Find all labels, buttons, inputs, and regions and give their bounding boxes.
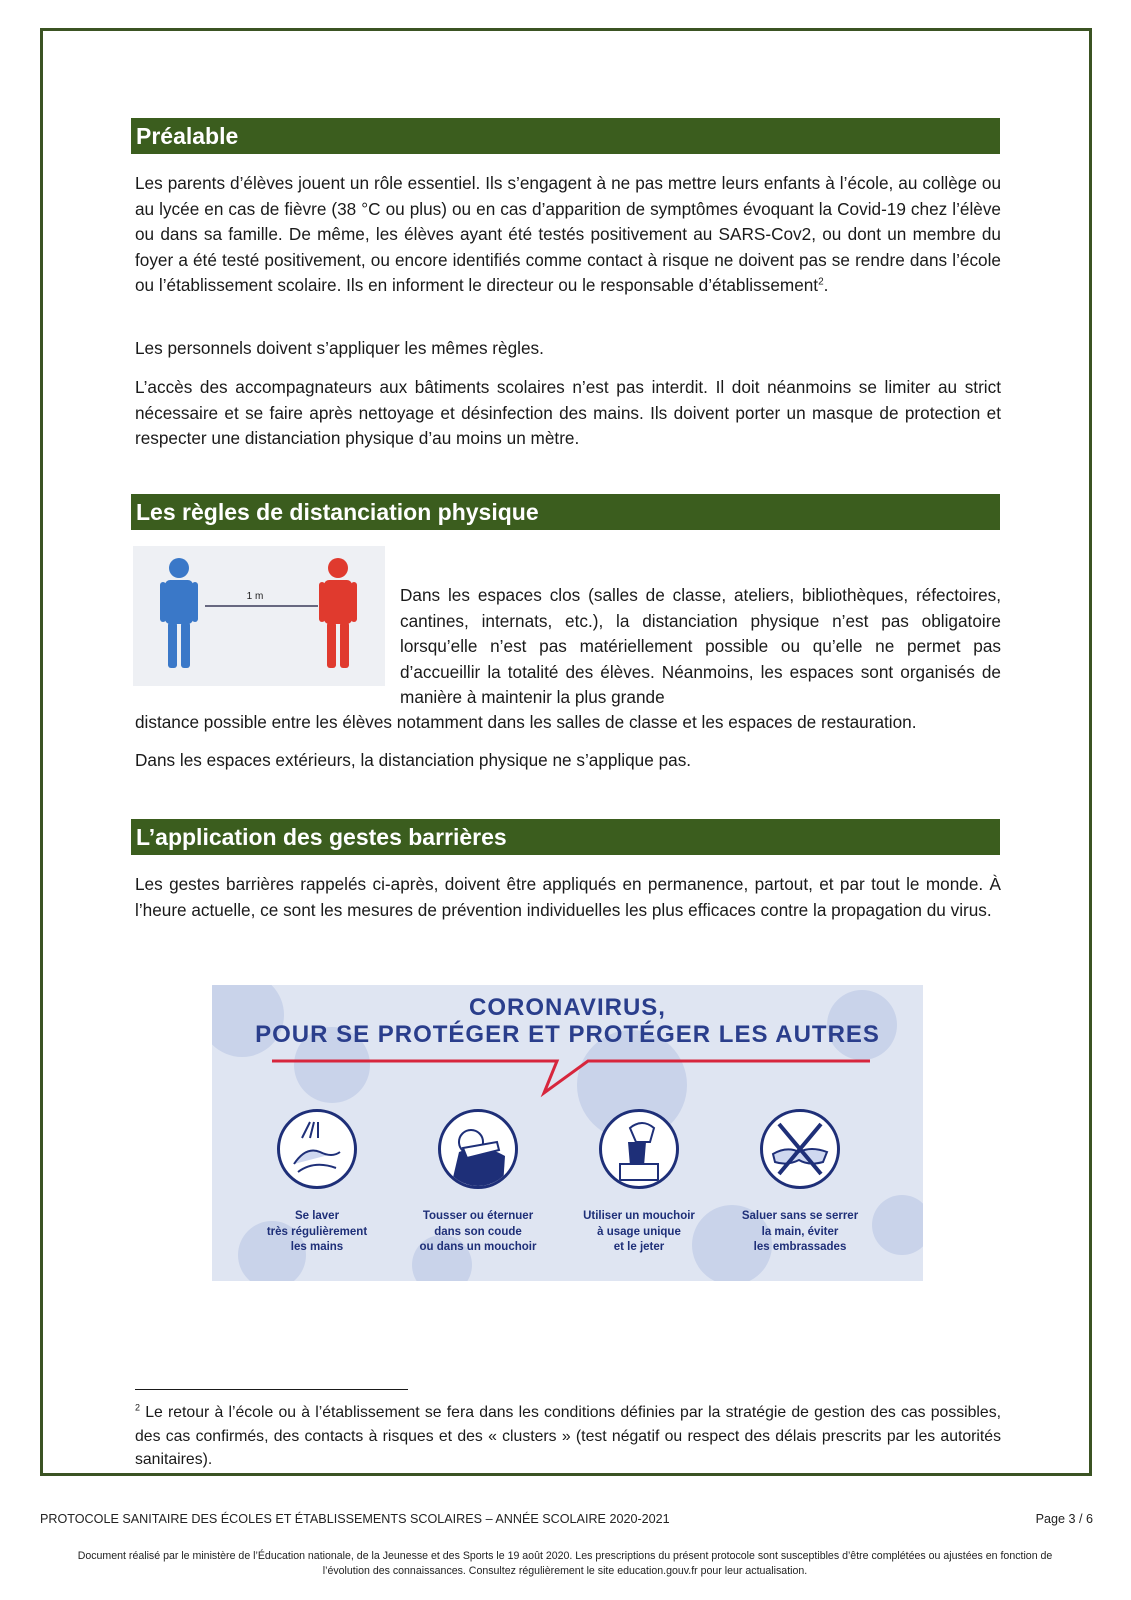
poster-item-tissue [564, 1109, 714, 1256]
paragraph-personnels: Les personnels doivent s’appliquer les mêmes règles. [135, 338, 544, 358]
label-line: la main, éviter [761, 1225, 839, 1238]
section-title: Les règles de distanciation physique [136, 499, 539, 525]
section-header-prealable [131, 118, 1000, 154]
paragraph-accompagnateurs: L’accès des accompagnateurs aux bâtiments scolaires n’est pas interdit. Il doit néanmoins se limiter au strict nécessaire et se faire après nettoyage et désinfection des mains. Ils doivent porter un masque de protection et respecter une distanciation physique d’au moins un mètre. [135, 377, 1001, 449]
label-line: les embrassades [753, 1241, 847, 1253]
label-line: Se laver [294, 1210, 340, 1222]
label-line: très régulièrement [266, 1225, 368, 1238]
label-line: Tousser ou éternuer [422, 1210, 534, 1222]
label-line: à usage unique [597, 1225, 681, 1238]
poster-item-hand-washing [242, 1109, 392, 1256]
paragraph-espaces-clos: Dans les espaces clos (salles de classe, ateliers, bibliothèques, réfectoires, cantines, internats, etc.), la distanciation physique n’est pas obligatoire lorsqu’elle n’est pas matériellement possible ou qu’elle ne permet pas d’accueillir la totalité des élèves. Néanmoins, les espaces sont organisés de manière à maintenir la plus grande [400, 585, 1001, 708]
footnote-ref[interactable]: 2 [818, 276, 824, 288]
no-handshake-icon [760, 1109, 840, 1189]
coronavirus-poster [212, 985, 923, 1281]
section-title: Préalable [136, 123, 239, 149]
hand-washing-icon [277, 1109, 357, 1189]
distancing-figure-svg [133, 546, 385, 686]
footnote-text: Le retour à l’école ou à l’établissement se fera dans les conditions définies par la stratégie de gestion des cas possibles, des cas confirmés, des contacts à risques et des « clusters » (test négatif ou respect des délais prescrits par les autorités sanitaires). [135, 1404, 1001, 1468]
poster-item-label [725, 1209, 875, 1256]
label-line: dans son coude [434, 1225, 522, 1238]
section-title: L’application des gestes barrières [136, 824, 507, 850]
footnote [135, 1401, 1001, 1472]
poster-title-line1: CORONAVIRUS, [469, 994, 666, 1021]
paragraph-end: . [823, 275, 829, 296]
distancing-illustration [133, 546, 385, 686]
person-blue-icon [160, 558, 198, 668]
poster-item-label [564, 1209, 714, 1256]
footer-document-title: PROTOCOLE SANITAIRE DES ÉCOLES ET ÉTABLISSEMENTS SCOLAIRES – ANNÉE SCOLAIRE 2020-2021 [40, 1512, 670, 1526]
section-header-gestes [131, 819, 1000, 855]
label-line: les mains [290, 1241, 344, 1253]
paragraph-text: Les parents d’élèves jouent un rôle essentiel. Ils s’engagent à ne pas mettre leurs enfants à l’école, au collège ou au lycée en cas de fièvre (38 °C ou plus) ou en cas d’apparition de symptômes évoquant la Covid-19 chez l’élève ou dans sa famille. De même, les élèves ayant été testés positivement au SARS-Cov2, ou dont un membre du foyer a été testé positivement, ou encore identifiés comme contact à risque ne doivent pas se rendre dans l’école ou l’établissement scolaire. Ils en informent le directeur ou le responsable d’établissement [135, 173, 1001, 296]
footer-note-line: Document réalisé par le ministère de l’Éducation nationale, de la Jeunesse et des Sports le 19 août 2020. Les prescriptions du présent protocole sont susceptibles d’être complétées ou ajustées en fonction de [77, 1550, 1053, 1562]
label-line: et le jeter [613, 1241, 665, 1253]
poster-item-label [242, 1209, 392, 1256]
paragraph-gestes: Les gestes barrières rappelés ci-après, doivent être appliqués en permanence, partout, et par tout le monde. À l’heure actuelle, ce sont les mesures de prévention individuelles les plus efficaces contre la propagation du virus. [135, 874, 1001, 920]
sneeze-elbow-icon [438, 1109, 518, 1189]
label-line: Saluer sans se serrer [741, 1210, 859, 1222]
footnote-separator [135, 1389, 408, 1390]
paragraph-espaces-clos-tail: distance possible entre les élèves notamment dans les salles de classe et les espaces de restauration. [135, 712, 917, 732]
label-line: Utiliser un mouchoir [583, 1210, 695, 1222]
footnote-number: 2 [135, 1402, 141, 1413]
person-red-icon [319, 558, 357, 668]
footer-note [55, 1549, 1075, 1579]
footer-note-line: l’évolution des connaissances. Consultez régulièrement le site education.gouv.fr pour leur actualisation. [322, 1565, 808, 1577]
section-header-distanciation [131, 494, 1000, 530]
poster-title-line2: POUR SE PROTÉGER ET PROTÉGER LES AUTRES [255, 1021, 880, 1048]
poster-item-sneeze-elbow [403, 1109, 553, 1256]
poster-item-no-handshake [725, 1109, 875, 1256]
poster-item-label [403, 1209, 553, 1256]
label-line: ou dans un mouchoir [419, 1241, 537, 1253]
distance-label: 1 m [246, 591, 264, 602]
footer-page-number: Page 3 / 6 [1035, 1512, 1093, 1526]
paragraph-parents [135, 171, 1001, 299]
tissue-bin-icon [599, 1109, 679, 1189]
paragraph-espaces-exterieurs: Dans les espaces extérieurs, la distanciation physique ne s’applique pas. [135, 750, 692, 770]
